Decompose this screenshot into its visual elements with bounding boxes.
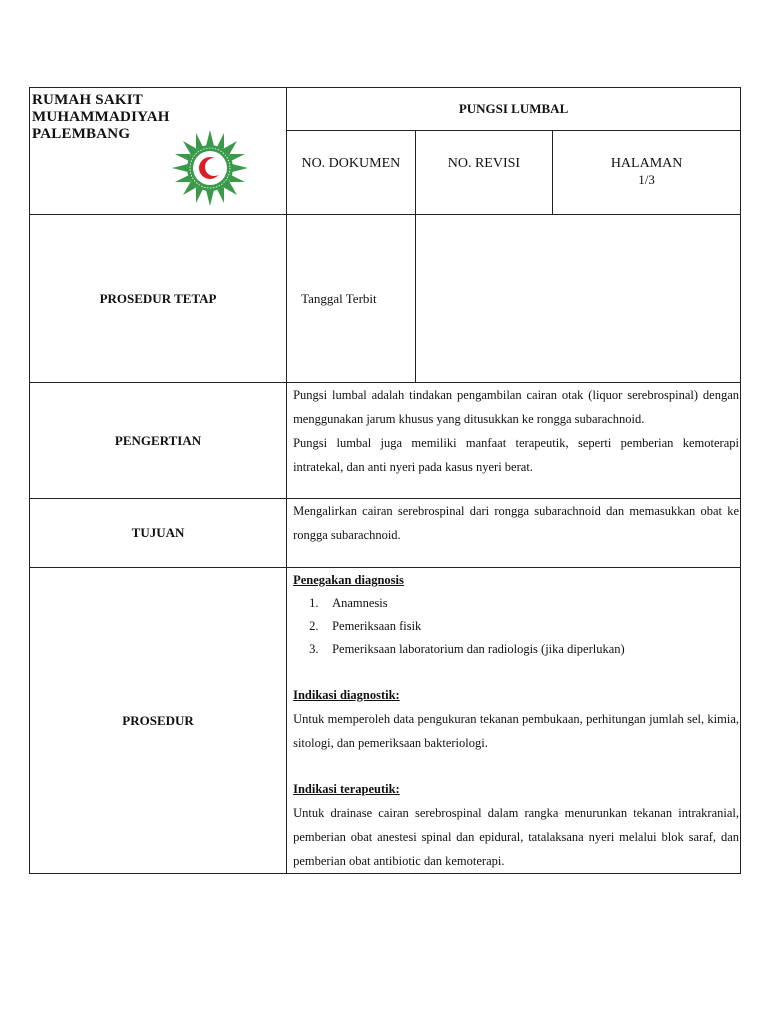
muhammadiyah-sun-logo-icon <box>170 128 250 208</box>
prosedur-content <box>287 568 741 874</box>
prosedur-label: PROSEDUR <box>30 568 287 874</box>
prosedur-tetap-label: PROSEDUR TETAP <box>30 215 287 383</box>
no-dokumen-cell <box>287 131 416 215</box>
list-item-number: 1. <box>309 596 319 610</box>
list-item <box>309 615 739 638</box>
no-revisi-label: NO. REVISI <box>447 156 521 171</box>
list-item-number: 2. <box>309 619 319 633</box>
tujuan-text: Mengalirkan cairan serebrospinal dari rongga subarachnoid dan memasukkan obat ke rongga subarachnoid. <box>293 504 739 542</box>
halaman-value: 1/3 <box>638 172 655 187</box>
list-item-text: Pemeriksaan laboratorium dan radiologis (jika diperlukan) <box>332 642 625 656</box>
indikasi-terapeutik-text: Untuk drainase cairan serebrospinal dalam rangka menurunkan tekanan intrakranial, pemberian obat anestesi spinal dan epidural, tatalaksana nyeri melalui blok saraf, dan pemberian obat antibiotic dan kemoterapi. <box>293 806 739 868</box>
hospital-name <box>32 92 170 143</box>
penegakan-diagnosis-heading: Penegakan diagnosis <box>293 573 404 587</box>
list-item <box>309 638 739 661</box>
halaman-label: HALAMAN <box>610 156 683 171</box>
halaman-cell <box>553 131 741 215</box>
pengertian-content <box>287 383 741 499</box>
no-dokumen-label: NO. DOKUMEN <box>301 156 401 171</box>
hospital-line-2: MUHAMMADIYAH <box>32 109 170 125</box>
pengertian-paragraph-1: Pungsi lumbal adalah tindakan pengambilan cairan otak (liquor serebrospinal) dengan menggunakan jarum khusus yang ditusukkan ke rongga subarachnoid. <box>293 388 739 426</box>
pengertian-paragraph-2: Pungsi lumbal juga memiliki manfaat terapeutik, seperti pemberian kemoterapi intratekal, dan anti nyeri pada kasus nyeri berat. <box>293 436 739 474</box>
tujuan-label: TUJUAN <box>30 499 287 568</box>
indikasi-terapeutik-heading: Indikasi terapeutik: <box>293 782 400 796</box>
tanggal-terbit-value <box>415 215 740 383</box>
list-item <box>309 592 739 615</box>
sop-table <box>29 87 741 874</box>
hospital-line-3: PALEMBANG <box>32 126 131 142</box>
no-revisi-cell <box>415 131 553 215</box>
penegakan-diagnosis-list <box>293 592 739 661</box>
document-title: PUNGSI LUMBAL <box>287 88 741 131</box>
indikasi-diagnostik-heading: Indikasi diagnostik: <box>293 688 400 702</box>
tujuan-content <box>287 499 741 568</box>
list-item-text: Pemeriksaan fisik <box>332 619 422 633</box>
hospital-cell <box>30 88 287 215</box>
pengertian-label: PENGERTIAN <box>30 383 287 499</box>
tanggal-terbit-label: Tanggal Terbit <box>287 215 416 383</box>
list-item-number: 3. <box>309 642 319 656</box>
list-item-text: Anamnesis <box>332 596 388 610</box>
indikasi-diagnostik-text: Untuk memperoleh data pengukuran tekanan pembukaan, perhitungan jumlah sel, kimia, sitologi, dan pemeriksaan bakteriologi. <box>293 712 739 750</box>
hospital-line-1: RUMAH SAKIT <box>32 92 143 108</box>
